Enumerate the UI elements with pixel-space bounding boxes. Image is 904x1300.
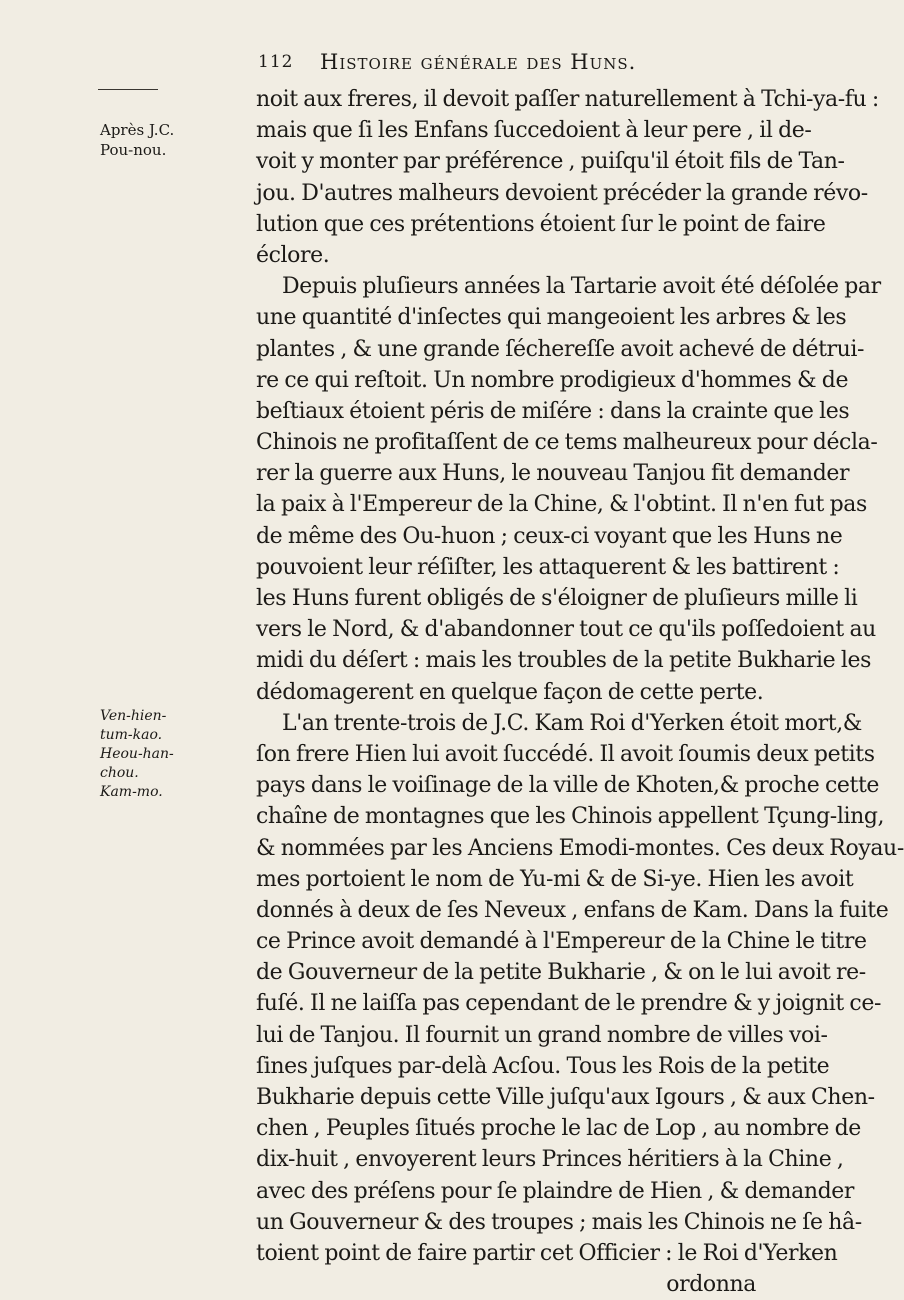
margin-note-line: Ven-hien- (100, 708, 167, 724)
margin-note-line: Pou-nou. (100, 141, 167, 159)
header-rule (98, 89, 158, 90)
text-line: voit y monter par préférence , puiſqu'il étoit fils de Tan- (256, 149, 845, 175)
text-line: une quantité d'inſectes qui mangeoient les arbres & les (256, 305, 847, 331)
text-line: la paix à l'Empereur de la Chine, & l'obtint. Il n'en fut pas (256, 492, 867, 518)
text-line: chaîne de montagnes que les Chinois appellent Tçung-ling, (256, 804, 885, 830)
text-line: plantes , & une grande ſéchereſſe avoit achevé de détrui- (256, 336, 865, 362)
text-line: mais que ſi les Enfans ſuccedoient à leur pere , il de- (256, 118, 812, 144)
text-line: Depuis pluſieurs années la Tartarie avoit été déſolée par (282, 274, 881, 300)
text-line: pays dans le voiſinage de la ville de Khoten,& proche cette (256, 773, 880, 799)
text-line: ſines juſques par-delà Acſou. Tous les Rois de la petite (256, 1053, 830, 1079)
text-line: de Gouverneur de la petite Bukharie , & on le lui avoit re- (256, 960, 866, 986)
text-line: noit aux freres, il devoit paſſer naturellement à Tchi-ya-fu : (256, 87, 879, 112)
page-header (258, 50, 738, 80)
page-number: 112 (258, 52, 294, 72)
text-line: re ce qui reſtoit. Un nombre prodigieux d'hommes & de (256, 367, 849, 393)
margin-note-line: tum-kao. (100, 727, 163, 743)
text-line: lution que ces prétentions étoient ſur le point de faire (256, 211, 826, 237)
margin-note-sources (100, 707, 210, 802)
text-line: midi du déſert : mais les troubles de la petite Bukharie les (256, 648, 872, 674)
text-line: mes portoient le nom de Yu-mi & de Si-ye. Hien les avoit (256, 866, 854, 892)
text-line: éclore. (256, 242, 330, 268)
body-text (256, 84, 904, 1300)
text-line: Chinois ne profitaſſent de ce tems malheureux pour décla- (256, 430, 878, 456)
margin-note-line: Kam-mo. (100, 784, 163, 800)
text-line: jou. D'autres malheurs devoient précéder la grande révo- (256, 180, 868, 206)
text-line: pouvoient leur réſiſter, les attaquerent & les battirent : (256, 554, 840, 580)
text-line: dédomagerent en quelque façon de cette perte. (256, 679, 764, 705)
text-line: un Gouverneur & des troupes ; mais les Chinois ne ſe hâ- (256, 1209, 862, 1235)
margin-note-date (100, 120, 210, 160)
running-title: Histoire générale des Huns. (320, 50, 637, 74)
margin-note-line: chou. (100, 765, 139, 781)
text-line: beſtiaux étoient péris de miſére : dans la crainte que les (256, 398, 850, 424)
text-line: toient point de faire partir cet Officier : le Roi d'Yerken (256, 1240, 838, 1266)
text-line: ſon frere Hien lui avoit ſuccédé. Il avoit ſoumis deux petits (256, 741, 875, 767)
text-line: donnés à deux de ſes Neveux , enfans de Kam. Dans la fuite (256, 897, 889, 923)
text-line: ordonna (666, 1272, 756, 1298)
margin-note-line: Heou-han- (100, 746, 174, 762)
text-line: dix-huit , envoyerent leurs Princes héritiers à la Chine , (256, 1147, 844, 1173)
text-line: fuſé. Il ne laiſſa pas cependant de le prendre & y joignit ce- (256, 991, 881, 1017)
text-line: lui de Tanjou. Il fournit un grand nombre de villes voi- (256, 1022, 828, 1048)
text-line: les Huns furent obligés de s'éloigner de pluſieurs mille li (256, 586, 858, 611)
text-line: & nommées par les Anciens Emodi-montes. Ces deux Royau- (256, 835, 904, 861)
text-line: rer la guerre aux Huns, le nouveau Tanjou fit demander (256, 461, 850, 487)
text-line: ce Prince avoit demandé à l'Empereur de la Chine le titre (256, 929, 867, 955)
text-line: L'an trente-trois de J.C. Kam Roi d'Yerken étoit mort,& (282, 710, 862, 736)
text-line: chen , Peuples ſitués proche le lac de Lop , au nombre de (256, 1116, 861, 1142)
margin-note-line: Après J.C. (100, 121, 175, 139)
text-line: de même des Ou-huon ; ceux-ci voyant que les Huns ne (256, 523, 843, 549)
text-line: avec des préſens pour ſe plaindre de Hien , & demander (256, 1178, 855, 1204)
text-line: Bukharie depuis cette Ville juſqu'aux Igours , & aux Chen- (256, 1085, 875, 1110)
text-line: vers le Nord, & d'abandonner tout ce qu'ils poſſedoient au (256, 617, 876, 643)
